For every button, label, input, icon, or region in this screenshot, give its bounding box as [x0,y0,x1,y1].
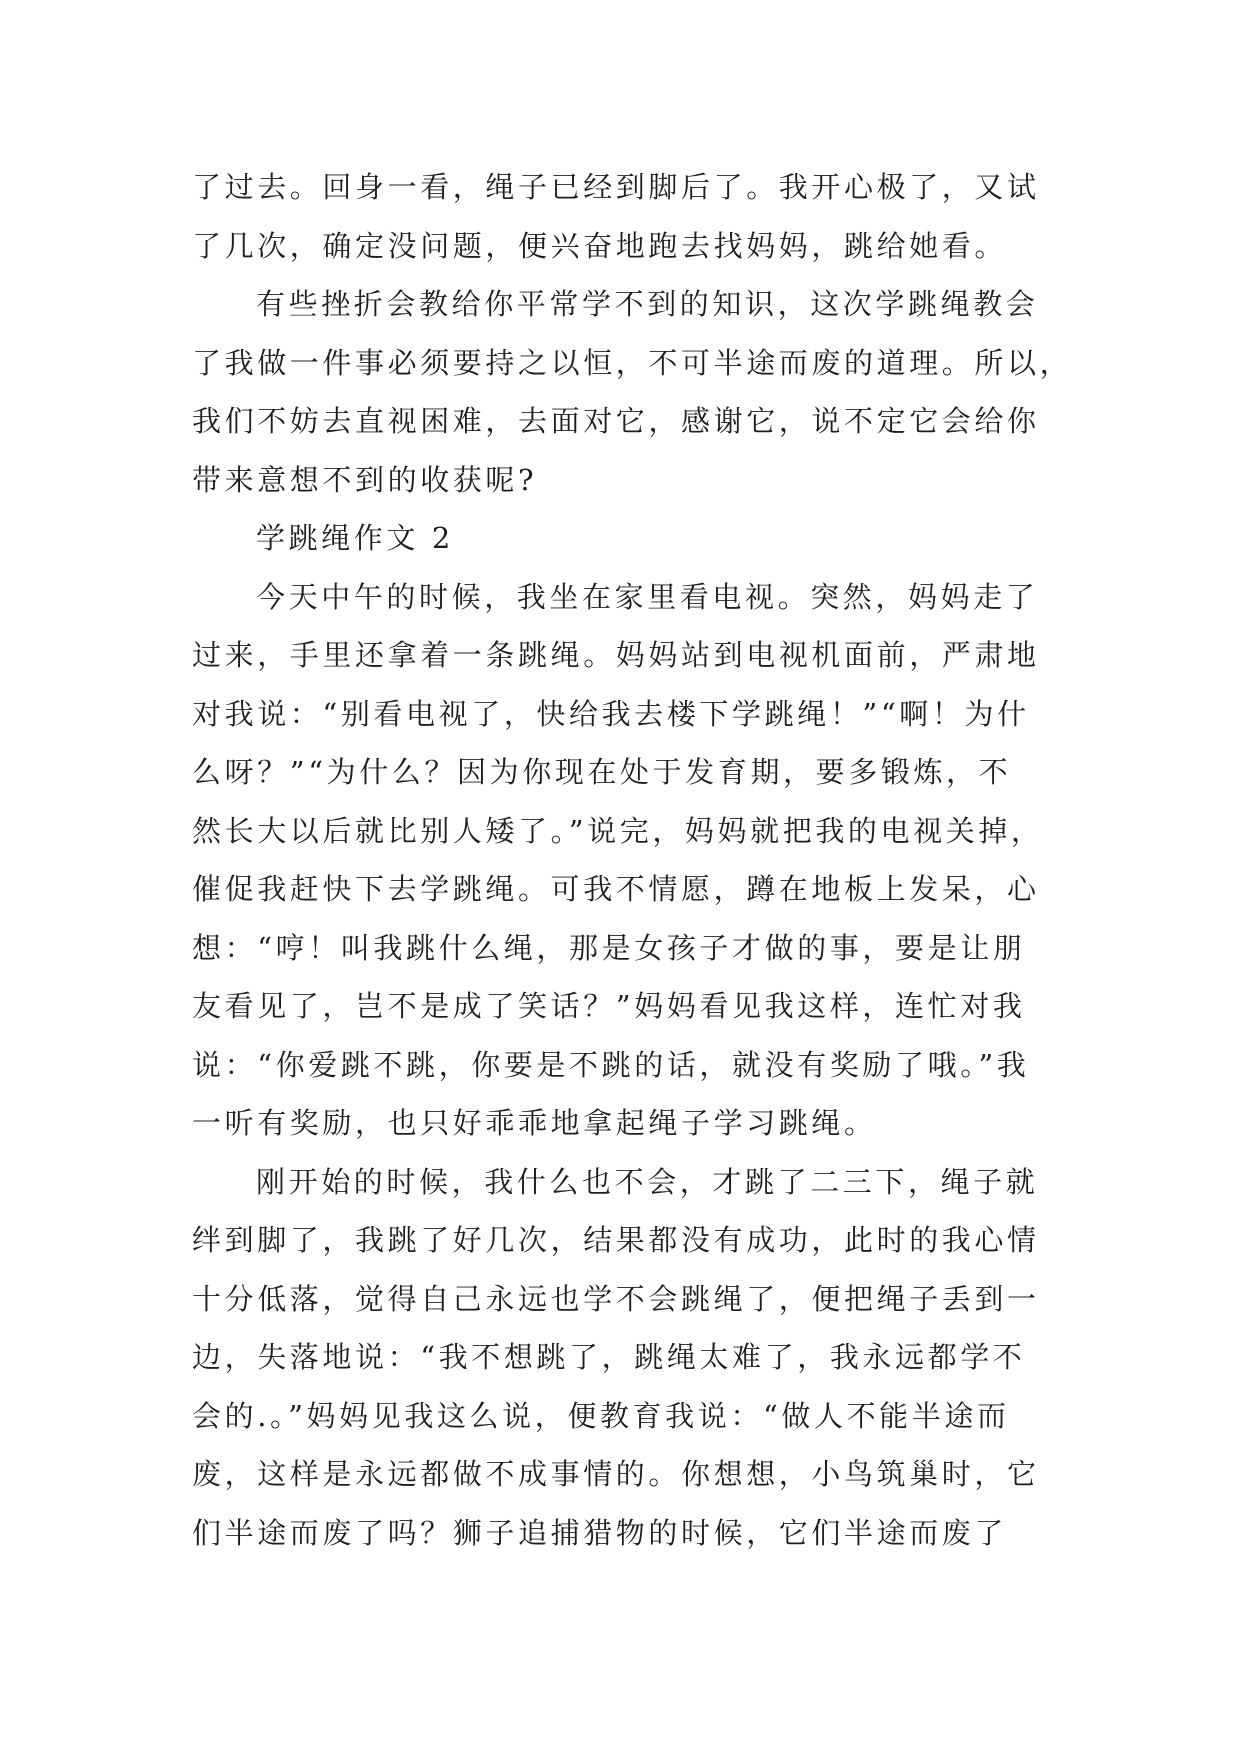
text-line: 了我做一件事必须要持之以恒，不可半途而废的道理。所以， [192,345,1073,380]
text-line: 说：“你爱跳不跳，你要是不跳的话，就没有奖励了哦。”我 [192,1047,1030,1082]
text-line: 带来意想不到的收获呢? [192,462,538,497]
text-line: 刚开始的时候，我什么也不会，才跳了二三下，绳子就 [256,1164,1039,1199]
text-line: 十分低落，觉得自己永远也学不会跳绳了，便把绳子丢到一 [192,1281,1040,1316]
essay-body [192,158,1073,1562]
text-line: 今天中午的时候，我坐在家里看电视。突然，妈妈走了 [256,579,1039,614]
text-line: 催促我赶快下去学跳绳。可我不情愿，蹲在地板上发呆，心 [192,872,1040,906]
text-line: 了几次，确定没问题，便兴奋地跑去找妈妈，跳给她看。 [192,228,1008,263]
text-line: 绊到脚了，我跳了好几次，结果都没有成功，此时的我心情 [192,1223,1040,1257]
text-line: 过来，手里还拿着一条跳绳。妈妈站到电视机面前，严肃地 [192,638,1040,672]
text-line: 我们不妨去直视困难，去面对它，感谢它，说不定它会给你 [192,404,1040,438]
text-line: 们半途而废了吗？狮子追捕猎物的时候，它们半途而废了 [192,1515,1008,1550]
text-line: 然长大以后就比别人矮了。”说完，妈妈就把我的电视关掉， [192,813,1044,848]
text-line: 有些挫折会教给你平常学不到的知识，这次学跳绳教会 [256,287,1039,321]
text-line: 了过去。回身一看，绳子已经到脚后了。我开心极了，又试 [192,170,1040,204]
text-line: 学跳绳作文 2 [256,521,454,555]
text-line: 友看见了，岂不是成了笑话？”妈妈看见我这样，连忙对我 [192,989,1026,1023]
text-line: 一听有奖励，也只好乖乖地拿起绳子学习跳绳。 [192,1106,877,1140]
text-line: 想：“哼！叫我跳什么绳，那是女孩子才做的事，要是让朋 [192,930,1026,965]
text-line: 边，失落地说：“我不想跳了，跳绳太难了，我永远都学不 [192,1340,1026,1374]
text-line: 对我说：“别看电视了，快给我去楼下学跳绳！”“啊！为什 [192,696,1030,731]
text-line: 废，这样是永远都做不成事情的。你想想，小鸟筑巢时，它 [192,1457,1040,1491]
text-line: 会的.。”妈妈见我这么说，便教育我说：“做人不能半途而 [192,1398,1010,1433]
text-line: 么呀？”“为什么？因为你现在处于发育期，要多锻炼，不 [192,755,1012,789]
